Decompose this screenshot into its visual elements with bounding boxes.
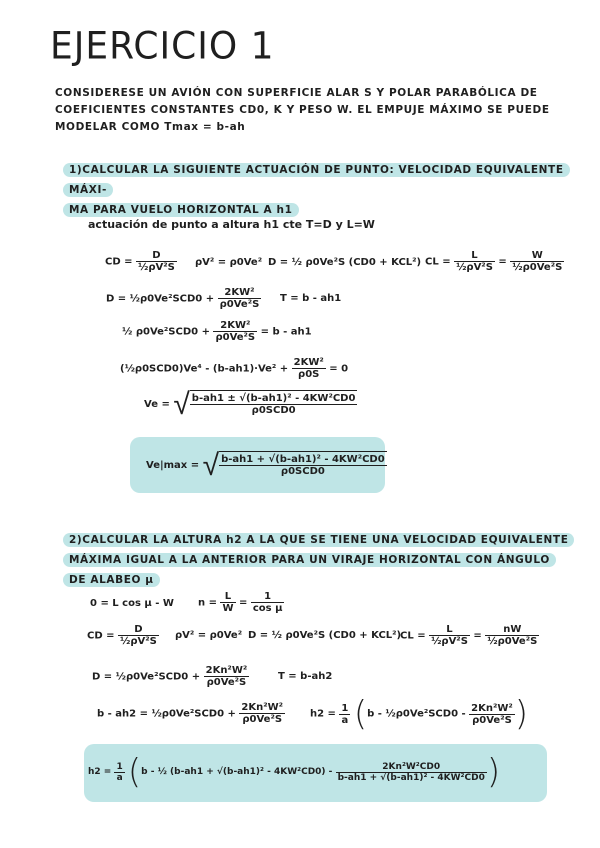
cd-definition-2: CD = $\frac{D}{\text{½ρV²S}}$ (87, 624, 157, 647)
quadratic-equation: (½ρ0SCD0)Ve⁴ - (b-ah1)·Ve² + $\frac{\text{2KW²}}{\rho 0S}$ = 0 (120, 357, 349, 380)
equilibrium-equation-2: b - ah2 = ½ρ0Ve²SCD0 + $\frac{\text{2Kn²W²}}{\text{ρ0Ve²S}}$ (97, 702, 284, 725)
cl-definition-2: CL = $\frac{L}{\text{½ρV²S}}$ = $\frac{nW}{\text{½ρ0Ve²S}}$ (400, 624, 538, 647)
drag-expanded: D = ½ρ0Ve²SCD0 + $\frac{\text{2KW²}}{\text{ρ0Ve²S}}$ (106, 287, 260, 310)
question-1-line-1: 1)CALCULAR LA SIGUIENTE ACTUACIÓN DE PUNTO: VELOCIDAD EQUIVALENTE MÁXI- (63, 163, 570, 197)
thrust-h1: T = b - ah1 (280, 293, 342, 304)
ve-max-result: Ve|max = √ $\frac{\text{b-ah1 + √(b-ah1)² - 4KW²CD0}}{\text{ρ0SCD0}}$ (146, 448, 385, 483)
problem-statement: CONSIDERESE UN AVIÓN CON SUPERFICIE ALAR S Y POLAR PARABÓLICA DE COEFICIENTES CONSTANTES CD0, K Y PESO W. EL EMPUJE MÁXIMO SE PUEDE MODELAR COMO Tmax = b-ah (55, 87, 550, 133)
question-2 (63, 530, 583, 590)
question-2-line-3: DE ALABEO μ (63, 573, 160, 587)
drag-expanded-2: D = ½ρ0Ve²SCD0 + $\frac{\text{2Kn²W²}}{\text{ρ0Ve²S}}$ (92, 665, 248, 688)
drag-equation-2: D = ½ ρ0Ve²S (CD0 + KCL²) (248, 630, 402, 641)
page-title: EJERCICIO 1 (50, 24, 275, 69)
question-2-line-1: 2)CALCULAR LA ALTURA h2 A LA QUE SE TIENE UNA VELOCIDAD EQUIVALENTE (63, 533, 574, 547)
question-1-subtitle: actuación de punto a altura h1 cte T=D y L=W (88, 218, 375, 231)
question-2-line-2: MÁXIMA IGUAL A LA ANTERIOR PARA UN VIRAJE HORIZONTAL CON ÁNGULO (63, 553, 556, 567)
drag-equation: D = ½ ρ0Ve²S (CD0 + KCL²) (268, 257, 422, 268)
cd-definition: CD = $\frac{D}{\text{½ρV²S}}$ (105, 250, 175, 273)
ve-solution: Ve = √ $\frac{\text{b-ah1 ± √(b-ah1)² - 4KW²CD0}}{\text{ρ0SCD0}}$ (144, 387, 356, 422)
density-relation-2: ρV² = ρ0Ve² (175, 630, 243, 641)
h2-expression: h2 = $\frac{1}{a}$ (b - ½ρ0Ve²SCD0 - $\frac{\text{2Kn²W²}}{\text{ρ0Ve²S}}$ ) (310, 694, 529, 734)
equilibrium-equation: ½ ρ0Ve²SCD0 + $\frac{\text{2KW²}}{\text{ρ0Ve²S}}$ = b - ah1 (122, 320, 312, 343)
thrust-h2: T = b-ah2 (278, 671, 333, 682)
load-factor: n = $\frac{L}{W}$ = $\frac{1}{\text{cos μ}}$ (198, 591, 283, 614)
cl-definition: CL = $\frac{L}{\text{½ρV²S}}$ = $\frac{W}{\text{½ρ0Ve²S}}$ (425, 250, 563, 273)
h2-result: h2 = $\frac{1}{a}$ (b - ½ (b-ah1 + √(b-ah1)² - 4KW²CD0) - $\frac{\text{2Kn²W²CD0}}{\text{b-ah1 + √(b-ah1)² - 4KW²CD0}}$ ) (88, 752, 501, 792)
question-1-line-2: MA PARA VUELO HORIZONTAL A h1 (63, 203, 299, 217)
vertical-equilibrium: 0 = L cos μ - W (90, 598, 174, 609)
question-1 (63, 160, 583, 220)
density-relation: ρV² = ρ0Ve² (195, 257, 263, 268)
